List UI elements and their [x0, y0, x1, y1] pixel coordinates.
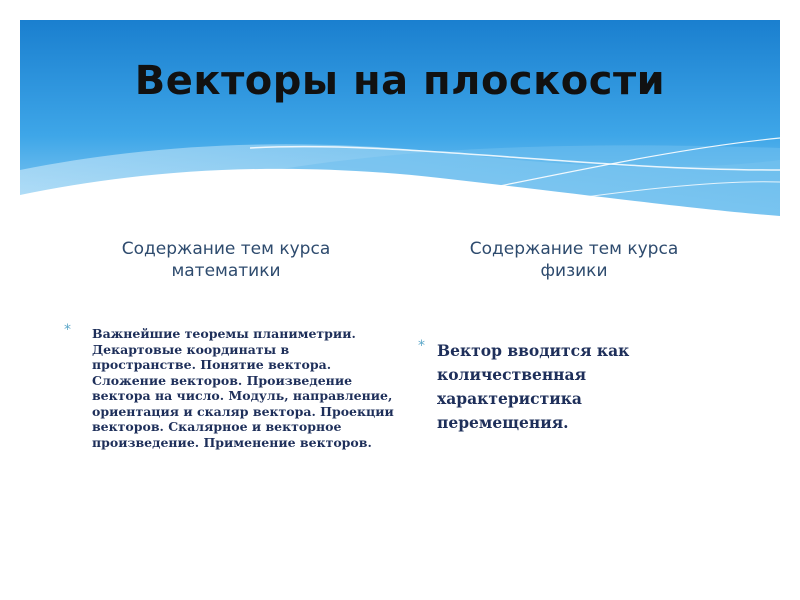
slide-title: Векторы на плоскости — [134, 58, 666, 104]
physics-topics-text: Вектор вводится как количественная характеристика перемещения. — [437, 341, 630, 432]
bullet-star-icon: * — [418, 338, 425, 354]
math-topics-text: Важнейшие теоремы планиметрии. Декартовые координаты в пространстве. Понятие вектора. Сложение векторов. Произведение вектора на число. Модуль, направление, ориентация и скаляр вектора. Проекции векторов. Скалярное и векторное произведение. Применение векторов. — [92, 326, 394, 450]
header-banner — [20, 20, 780, 230]
math-heading-line2: математики — [171, 261, 281, 281]
physics-heading-line2: физики — [540, 261, 608, 281]
physics-heading-line1: Содержание тем курса — [469, 239, 679, 259]
physics-column-heading — [424, 238, 724, 282]
wave-background — [20, 20, 780, 230]
math-heading-line1: Содержание тем курса — [121, 239, 331, 259]
math-column-heading — [76, 238, 376, 282]
bullet-star-icon: * — [64, 322, 71, 338]
